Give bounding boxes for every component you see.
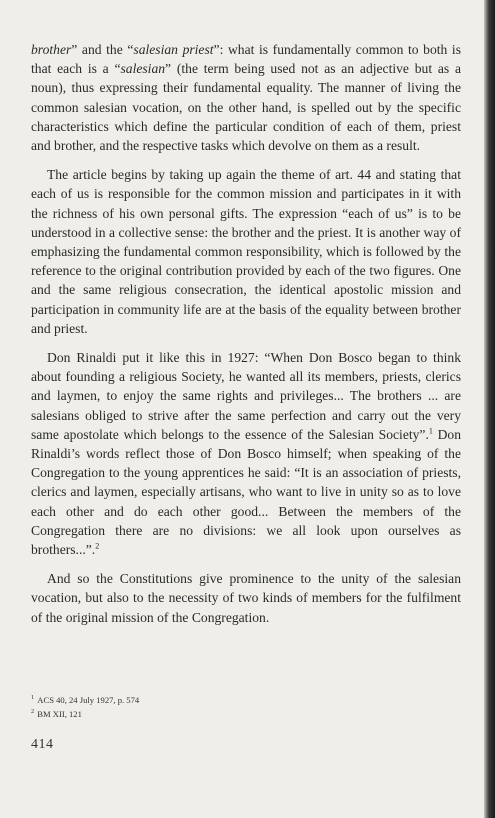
page-number: 414 bbox=[31, 737, 54, 752]
body-text bbox=[31, 40, 461, 627]
paragraph-3 bbox=[31, 348, 461, 559]
scan-edge-shadow bbox=[484, 0, 495, 818]
footnote-2-number: 2 bbox=[31, 707, 35, 715]
footnote-1 bbox=[31, 692, 139, 706]
footnote-ref-1: 1 bbox=[428, 426, 433, 436]
italic-term-brother: brother bbox=[31, 42, 72, 57]
paragraph-2: The article begins by taking up again the theme of art. 44 and stating that each of us is responsible for the common mission and participates in it with the richness of his own personal gifts. The expression “each of us” is to be understood in a collective sense: the brother and the priest. It is another way of emphasizing the fundamental common responsibility, which is followed by the reference to the original contribution provided by each of the two figures. One and the same religious consecration, the identical apostolic mission and participation in community life are at the basis of the equality between brother and priest. bbox=[31, 167, 461, 336]
paragraph-1-text-a: ” and the “ bbox=[71, 42, 134, 57]
footnote-2-text: BM XII, 121 bbox=[37, 708, 82, 719]
footnote-ref-2: 2 bbox=[95, 541, 100, 551]
paragraph-1 bbox=[31, 40, 461, 155]
footnote-1-text: ACS 40, 24 July 1927, p. 574 bbox=[37, 694, 140, 705]
italic-term-salesian: salesian bbox=[120, 61, 166, 77]
paragraph-1-text-b: ”: what is fundamentally common to both is that each is a “ bbox=[31, 42, 461, 77]
paragraph-3-text-a: Don Rinaldi put it like this in 1927: “When Don Bosco began to think about founding a religious Society, he wanted all its members, priests, clerics and laymen, to enjoy the same rights and privileges... The brothers ... are salesians obliged to strive after the same perfection and carry out the very same apostolate which belongs to the essence of the Salesian Society”. bbox=[31, 350, 461, 442]
paragraph-1-text-c: ” (the term being used not as an adjective but as a noun), thus expressing their fundamental equality. The manner of living the common salesian vocation, on the other hand, is spelled out by the specific characteristics which define the particular condition of each of them, priest and brother, and the respective tasks which devolve on them as a result. bbox=[31, 61, 461, 154]
footnote-1-number: 1 bbox=[31, 694, 35, 701]
footnotes bbox=[31, 692, 139, 720]
footnote-2 bbox=[31, 706, 139, 720]
paragraph-4: And so the Constitutions give prominence to the unity of the salesian vocation, but also to the necessity of two kinds of members for the fulfilment of the original mission of the Congregation. bbox=[31, 571, 461, 625]
italic-term-salesian-priest: salesian priest bbox=[133, 42, 214, 57]
paragraph-3-text-b: Don Rinaldi’s words reflect those of Don Bosco himself; when speaking of the Congregation to the young apprentices he said: “It is an association of priests, clerics and laymen, especially artisans, who want to live in unity so as to love each other and do each other good... Between the members of the Congregation there are no divisions: we all look upon ourselves as brothers...”. bbox=[31, 426, 462, 558]
